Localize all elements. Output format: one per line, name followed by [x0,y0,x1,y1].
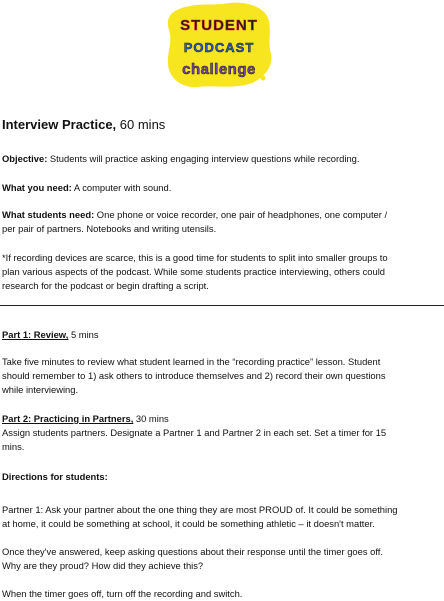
students-need-label: What students need: [2,209,95,220]
part1-line-1: Take five minutes to review what student learned in the “recording practice” lesson. Student [2,356,381,367]
part1-heading [2,328,440,342]
part2-label: Part 2: Practicing in Partners, [2,413,134,424]
title-main: Interview Practice, [2,117,117,132]
directions-p1-line-1: Partner 1: Ask your partner about the one thing they are most PROUD of. It could be something [2,504,398,515]
directions-heading: Directions for students: [2,471,108,482]
directions-p2-line-2: Why are they proud? How did they achieve this? [2,560,204,571]
part2-heading [2,412,440,426]
part2-line-1: Assign students partners. Designate a Partner 1 and Partner 2 in each set. Set a timer for 15 [2,427,387,438]
directions-p1-line-2: at home, it could be something at school, it could be something athletic – it doesn't matter. [2,518,375,529]
what-you-need-label: What you need: [2,182,72,193]
objective-paragraph [2,152,440,166]
section-divider [0,305,444,306]
students-need-line-1 [2,208,440,222]
students-need-text: One phone or voice recorder, one pair of headphones, one computer / [94,209,388,220]
title-duration: 60 mins [116,117,166,132]
what-you-need-paragraph [2,181,440,195]
directions-p2-line-1: Once they've answered, keep asking questions about their response until the timer goes off. [2,546,384,557]
part2-duration: 30 mins [133,413,169,424]
part1-duration: 5 mins [68,329,99,340]
part1-line-2: should remember to 1) ask others to introduce themselves and 2) record their own questions [2,370,386,381]
logo-line-2: PODCAST [183,40,255,55]
part1-label: Part 1: Review, [2,329,69,340]
part1-line-3: while interviewing. [2,384,79,395]
logo-line-3: challenge [182,61,256,78]
students-need-line-2: per pair of partners. Notebooks and writing utensils. [2,223,217,234]
note-line-2: plan various aspects of the podcast. While some students practice interviewing, others could [2,266,386,277]
what-you-need-text: A computer with sound. [71,182,172,193]
objective-text: Students will practice asking engaging interview questions while recording. [47,153,360,164]
student-podcast-challenge-logo [163,0,275,90]
part2-line-2: mins. [2,441,25,452]
note-line-1: *If recording devices are scarce, this is a good time for students to split into smaller groups to [2,252,388,263]
note-line-3: research for the podcast or begin drafting a script. [2,280,209,291]
objective-label: Objective: [2,153,48,164]
directions-p3-line-1: When the timer goes off, turn off the recording and switch. [2,588,243,599]
lesson-title [2,117,165,133]
logo-line-1: STUDENT [180,17,258,34]
